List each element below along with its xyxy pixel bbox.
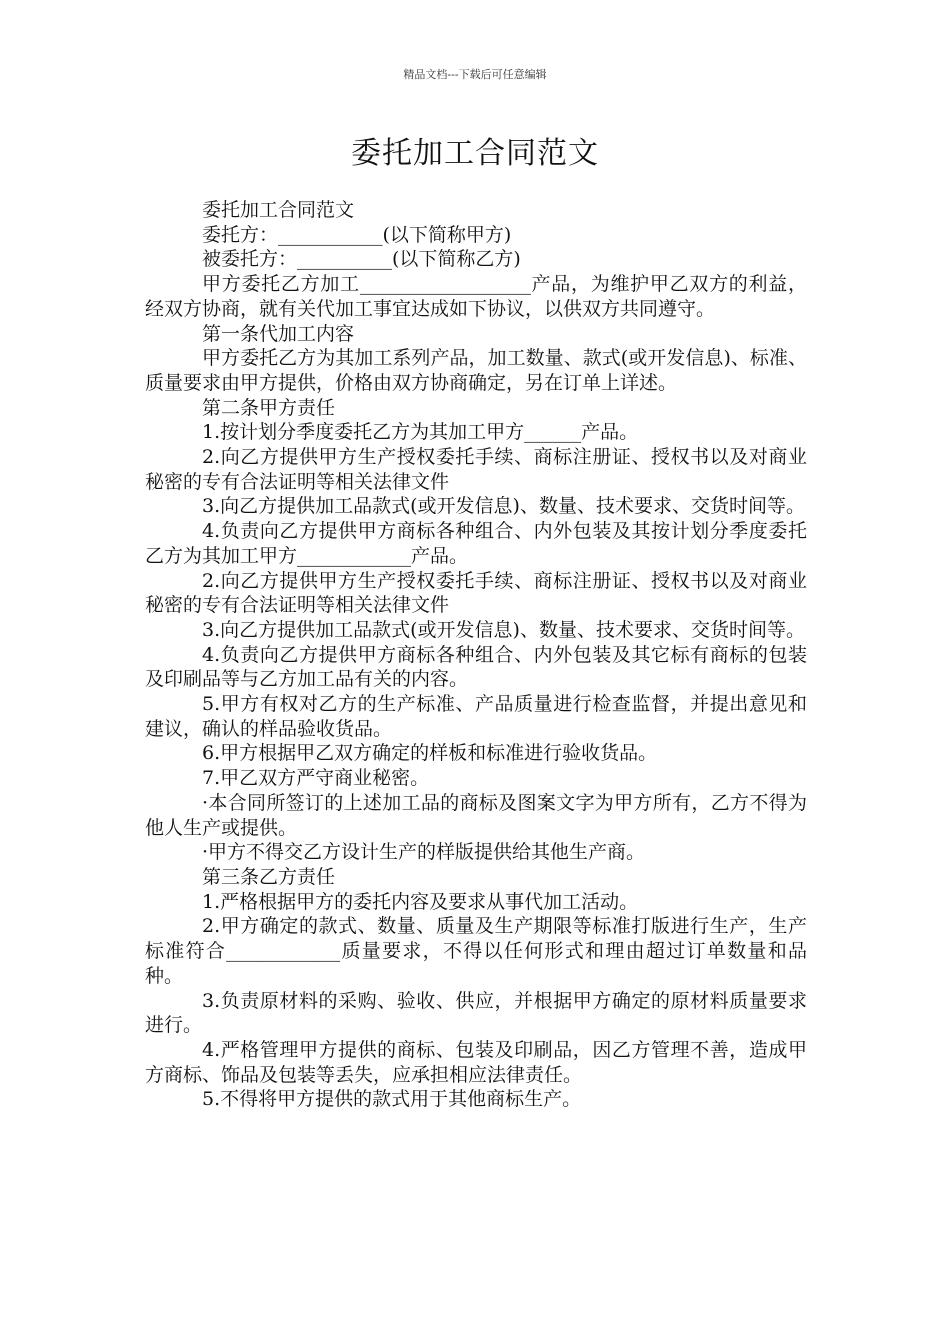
document-title: 委托加工合同范文 (351, 136, 599, 171)
paragraph: 1.按计划分季度委托乙方为其加工甲方______产品。 (202, 421, 639, 444)
paragraph: 3.向乙方提供加工品款式(或开发信息)、数量、技术要求、交货时间等。 (202, 618, 805, 641)
section-heading-3: 第三条乙方责任 (202, 865, 336, 888)
paragraph-party-b: 被委托方：__________(以下简称乙方) (202, 248, 521, 271)
section-heading-2: 第二条甲方责任 (202, 396, 336, 419)
paragraph: 甲方委托乙方为其加工系列产品，加工数量、款式(或开发信息)、标准、质量要求由甲方提供，价格由双方协商确定，另在订单上详述。 (145, 347, 807, 394)
paragraph: 5.甲方有权对乙方的生产标准、产品质量进行检查监督，并提出意见和建议，确认的样品验收货品。 (145, 693, 807, 740)
paragraph-preamble: 甲方委托乙方加工__________________产品，为维护甲乙双方的利益，经双方协商，就有关代加工事宜达成如下协议，以供双方共同遵守。 (145, 273, 807, 320)
paragraph: 6.甲方根据甲乙双方确定的样板和标准进行验收货品。 (202, 742, 658, 765)
paragraph: 2.向乙方提供甲方生产授权委托手续、商标注册证、授权书以及对商业秘密的专有合法证明等相关法律文件 (145, 569, 807, 617)
contract-body (145, 198, 807, 1112)
paragraph: 4.严格管理甲方提供的商标、包装及印刷品，因乙方管理不善，造成甲方商标、饰品及包装等丢失，应承担相应法律责任。 (145, 1038, 807, 1086)
paragraph: 7.甲乙双方严守商业秘密。 (202, 767, 430, 790)
paragraph: 2.向乙方提供甲方生产授权委托手续、商标注册证、授权书以及对商业秘密的专有合法证明等相关法律文件 (145, 446, 807, 493)
paragraph: 2.甲方确定的款式、数量、质量及生产期限等标准打版进行生产，生产标准符合____________质量要求，不得以任何形式和理由超过订单数量和品种。 (145, 915, 807, 987)
paragraph: 4.负责向乙方提供甲方商标各种组合、内外包装及其它标有商标的包装及印刷品等与乙方加工品有关的内容。 (145, 643, 807, 691)
bullet-paragraph: ·甲方不得交乙方设计生产的样版提供给其他生产商。 (202, 841, 646, 864)
paragraph: 5.不得将甲方提供的款式用于其他商标生产。 (202, 1088, 582, 1111)
paragraph: 4.负责向乙方提供甲方商标各种组合、内外包装及其按计划分季度委托乙方为其加工甲方____________产品。 (145, 520, 807, 567)
paragraph: 3.向乙方提供加工品款式(或开发信息)、数量、技术要求、交货时间等。 (202, 495, 805, 518)
bullet-paragraph: ·本合同所签订的上述加工品的商标及图案文字为甲方所有，乙方不得为他人生产或提供。 (145, 791, 807, 839)
section-heading-1: 第一条代加工内容 (202, 322, 355, 345)
header-note: 精品文档---下载后可任意编辑 (403, 68, 547, 81)
paragraph: 3.负责原材料的采购、验收、供应，并根据甲方确定的原材料质量要求进行。 (145, 989, 807, 1037)
paragraph-intro-title: 委托加工合同范文 (202, 199, 355, 221)
paragraph: 1.严格根据甲方的委托内容及要求从事代加工活动。 (202, 890, 639, 913)
paragraph-party-a: 委托方：___________(以下简称甲方) (202, 223, 512, 246)
